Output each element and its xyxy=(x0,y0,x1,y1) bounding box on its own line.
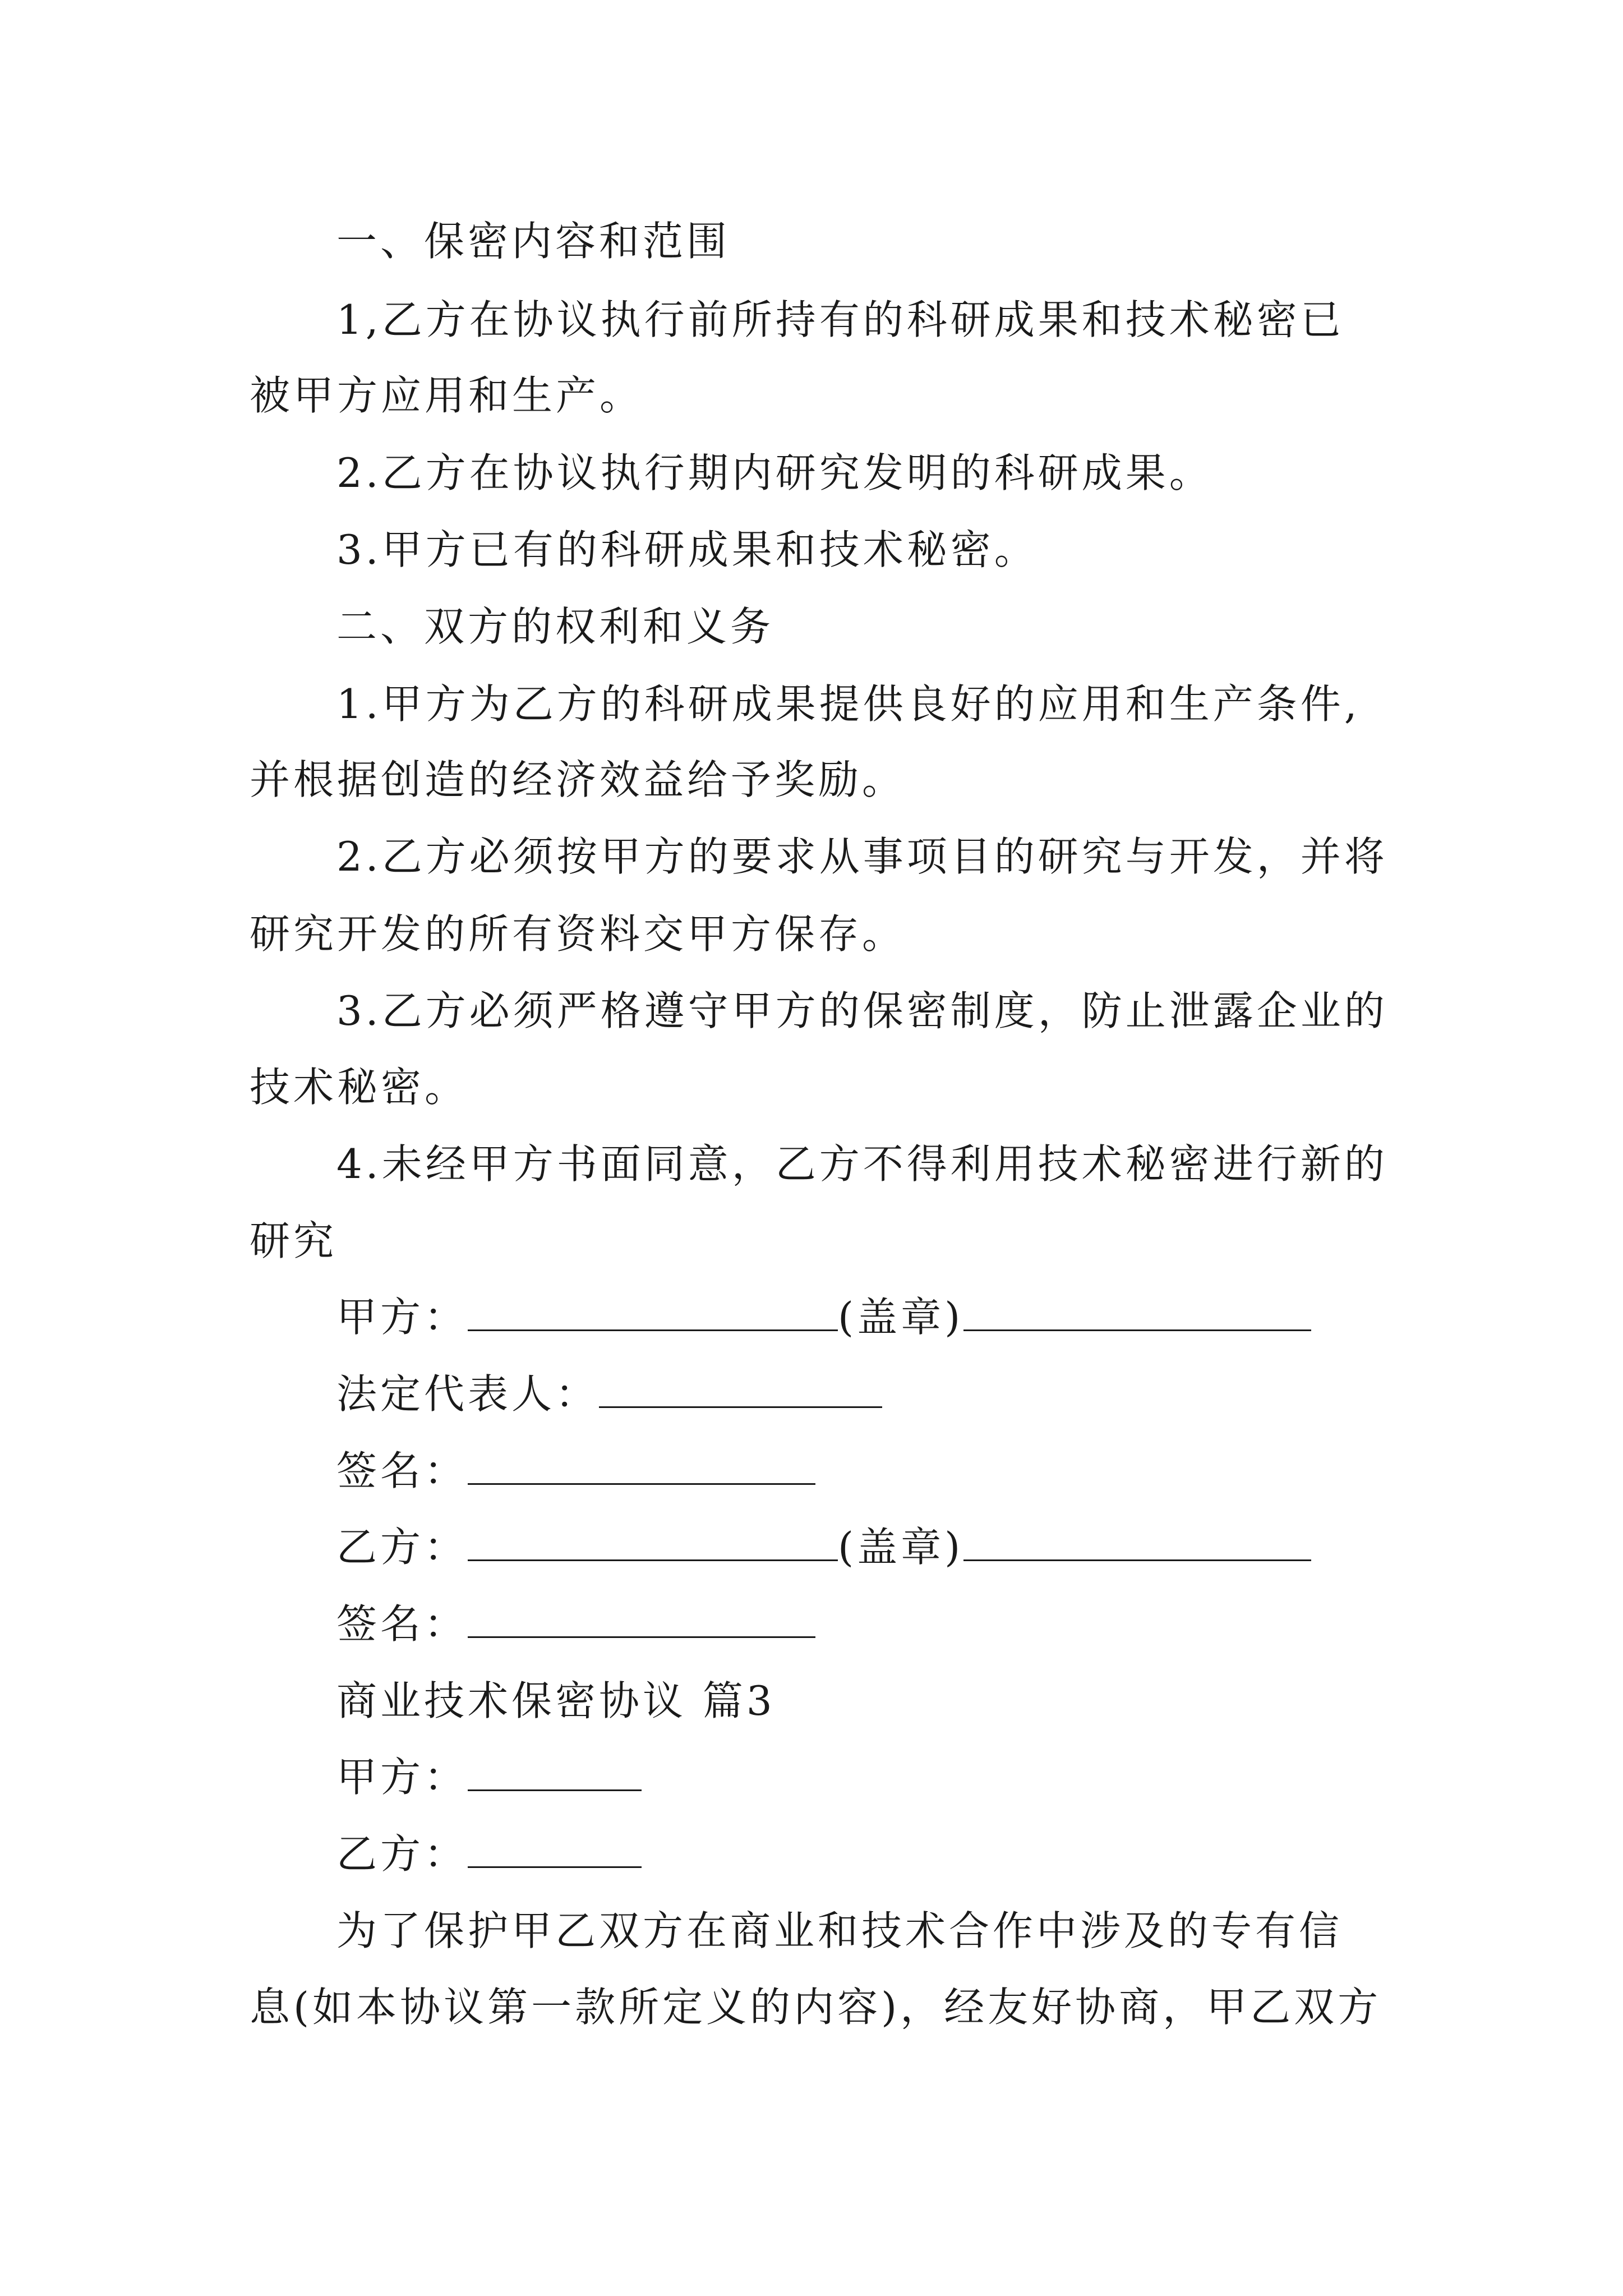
party-b-seal-label: (盖章) xyxy=(838,1524,964,1571)
party-b-sign-row xyxy=(336,1599,815,1649)
legal-rep-field[interactable] xyxy=(599,1369,882,1408)
section-2-item-2-line-1: 2.乙方必须按甲方的要求从事项目的研究与开发，并将 xyxy=(336,833,1388,880)
party-b-signature-row xyxy=(336,1522,1311,1572)
section-2-item-4-line-2: 研究 xyxy=(250,1217,338,1264)
legal-rep-label: 法定代表人： xyxy=(336,1370,600,1418)
party-a-sign-field[interactable] xyxy=(468,1446,815,1485)
section-2-item-1-line-1: 1.甲方为乙方的科研成果提供良好的应用和生产条件, xyxy=(336,680,1361,728)
agreement-3-party-b-label: 乙方： xyxy=(336,1830,468,1878)
party-a-sign-label: 签名： xyxy=(336,1447,468,1494)
party-a-name-field[interactable] xyxy=(468,1292,838,1331)
section-1-item-1-line-1: 1,乙方在协议执行前所持有的科研成果和技术秘密已 xyxy=(336,296,1344,343)
section-1-item-3: 3.甲方已有的科研成果和技术秘密。 xyxy=(336,526,1038,573)
section-2-heading: 二、双方的权利和义务 xyxy=(336,603,774,650)
party-b-sign-field[interactable] xyxy=(468,1599,815,1638)
party-b-sign-label: 签名： xyxy=(336,1600,468,1648)
agreement-3-party-a-row xyxy=(336,1752,642,1802)
party-a-seal-label: (盖章) xyxy=(838,1294,964,1341)
party-a-seal-field[interactable] xyxy=(963,1292,1311,1331)
agreement-3-intro-line-1: 为了保护甲乙双方在商业和技术合作中涉及的专有信 xyxy=(336,1907,1343,1954)
agreement-3-intro-line-2: 息(如本协议第一款所定义的内容)，经友好协商，甲乙双方 xyxy=(250,1984,1382,2031)
section-2-item-3-line-2: 技术秘密。 xyxy=(250,1064,469,1111)
section-1-item-1-line-2: 被甲方应用和生产。 xyxy=(250,372,644,419)
agreement-3-party-b-field[interactable] xyxy=(468,1829,642,1868)
section-1-heading: 一、保密内容和范围 xyxy=(336,218,731,265)
party-b-name-field[interactable] xyxy=(468,1522,838,1561)
party-a-label: 甲方： xyxy=(336,1294,468,1341)
section-2-item-2-line-2: 研究开发的所有资料交甲方保存。 xyxy=(250,910,906,958)
agreement-3-party-a-field[interactable] xyxy=(468,1752,642,1791)
agreement-3-title: 商业技术保密协议 篇3 xyxy=(336,1677,776,1724)
party-b-seal-field[interactable] xyxy=(963,1522,1311,1561)
section-2-item-1-line-2: 并根据创造的经济效益给予奖励。 xyxy=(250,756,906,803)
section-2-item-4-line-1: 4.未经甲方书面同意，乙方不得利用技术秘密进行新的 xyxy=(336,1140,1388,1188)
party-a-sign-row xyxy=(336,1446,815,1496)
agreement-3-party-a-label: 甲方： xyxy=(336,1754,468,1801)
section-1-item-2: 2.乙方在协议执行期内研究发明的科研成果。 xyxy=(336,449,1213,496)
agreement-3-party-b-row xyxy=(336,1829,642,1879)
legal-rep-row xyxy=(336,1369,882,1419)
party-a-signature-row xyxy=(336,1292,1311,1342)
section-2-item-3-line-1: 3.乙方必须严格遵守甲方的保密制度，防止泄露企业的 xyxy=(336,987,1388,1034)
party-b-label: 乙方： xyxy=(336,1524,468,1571)
